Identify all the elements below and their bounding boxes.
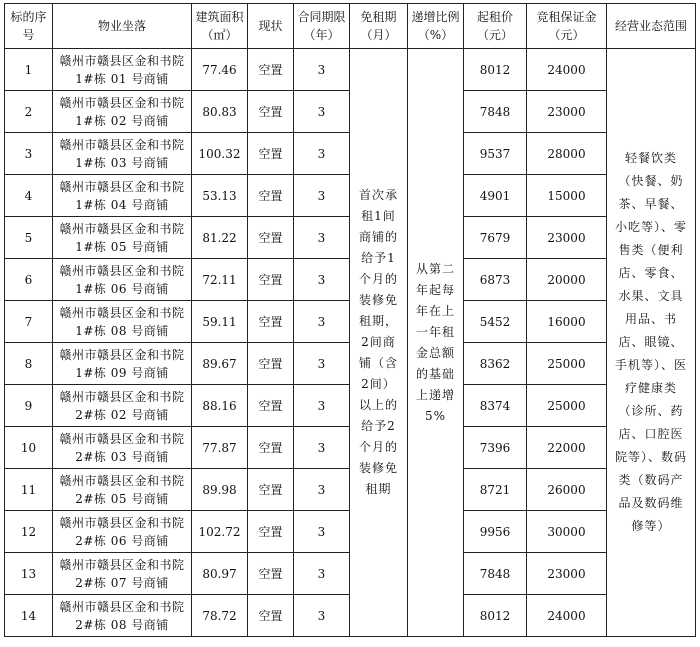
address-cell: 赣州市赣县区金和书院 1#栋 08 号商铺 — [53, 301, 192, 343]
increase-rate-cell: 从第二年起每年在上一年租金总额的基础上递增5% — [408, 49, 464, 637]
header-area: 建筑面积（㎡） — [192, 4, 248, 49]
header-lot-no: 标的序号 — [5, 4, 53, 49]
address-cell: 赣州市赣县区金和书院 2#栋 05 号商铺 — [53, 469, 192, 511]
term-cell: 3 — [294, 175, 350, 217]
address-cell: 赣州市赣县区金和书院 1#栋 09 号商铺 — [53, 343, 192, 385]
area-cell: 88.16 — [192, 385, 248, 427]
status-cell: 空置 — [248, 595, 294, 637]
free-period-cell: 首次承租1间商铺的给予1个月的装修免租期，2间商铺（含2间）以上的给予2个月的装修免租期 — [350, 49, 408, 637]
table-row — [5, 49, 696, 91]
header-deposit: 竞租保证金（元） — [527, 4, 607, 49]
status-cell: 空置 — [248, 175, 294, 217]
term-cell: 3 — [294, 553, 350, 595]
area-cell: 81.22 — [192, 217, 248, 259]
status-cell: 空置 — [248, 511, 294, 553]
area-cell: 80.97 — [192, 553, 248, 595]
start-rent-cell: 9537 — [464, 133, 527, 175]
start-rent-cell: 8362 — [464, 343, 527, 385]
area-cell: 72.11 — [192, 259, 248, 301]
status-cell: 空置 — [248, 49, 294, 91]
deposit-cell: 24000 — [527, 49, 607, 91]
start-rent-cell: 8012 — [464, 595, 527, 637]
start-rent-cell: 9956 — [464, 511, 527, 553]
deposit-cell: 23000 — [527, 553, 607, 595]
status-cell: 空置 — [248, 553, 294, 595]
area-cell: 80.83 — [192, 91, 248, 133]
header-row — [5, 4, 696, 49]
start-rent-cell: 7848 — [464, 553, 527, 595]
term-cell: 3 — [294, 49, 350, 91]
header-increase-rate: 递增比例（%） — [408, 4, 464, 49]
term-cell: 3 — [294, 469, 350, 511]
lot-no-cell: 9 — [5, 385, 53, 427]
deposit-cell: 23000 — [527, 217, 607, 259]
header-address: 物业坐落 — [53, 4, 192, 49]
address-cell: 赣州市赣县区金和书院 2#栋 07 号商铺 — [53, 553, 192, 595]
deposit-cell: 22000 — [527, 427, 607, 469]
status-cell: 空置 — [248, 343, 294, 385]
status-cell: 空置 — [248, 385, 294, 427]
term-cell: 3 — [294, 217, 350, 259]
business-scope-cell: 轻餐饮类（快餐、奶茶、早餐、小吃等）、零售类（便利店、零食、水果、文具用品、书店、眼镜、手机等）、医疗健康类（诊所、药店、口腔医院等）、数码类（数码产品及数码维修等） — [607, 49, 696, 637]
term-cell: 3 — [294, 511, 350, 553]
address-cell: 赣州市赣县区金和书院 1#栋 02 号商铺 — [53, 91, 192, 133]
area-cell: 78.72 — [192, 595, 248, 637]
address-cell: 赣州市赣县区金和书院 2#栋 03 号商铺 — [53, 427, 192, 469]
deposit-cell: 28000 — [527, 133, 607, 175]
start-rent-cell: 8374 — [464, 385, 527, 427]
lot-no-cell: 2 — [5, 91, 53, 133]
term-cell: 3 — [294, 301, 350, 343]
start-rent-cell: 4901 — [464, 175, 527, 217]
status-cell: 空置 — [248, 133, 294, 175]
status-cell: 空置 — [248, 469, 294, 511]
header-term: 合同期限（年） — [294, 4, 350, 49]
lot-no-cell: 7 — [5, 301, 53, 343]
address-cell: 赣州市赣县区金和书院 2#栋 08 号商铺 — [53, 595, 192, 637]
start-rent-cell: 5452 — [464, 301, 527, 343]
header-status: 现状 — [248, 4, 294, 49]
lease-table — [4, 3, 696, 637]
address-cell: 赣州市赣县区金和书院 1#栋 03 号商铺 — [53, 133, 192, 175]
header-free-period: 免租期（月） — [350, 4, 408, 49]
start-rent-cell: 7396 — [464, 427, 527, 469]
area-cell: 77.46 — [192, 49, 248, 91]
deposit-cell: 16000 — [527, 301, 607, 343]
address-cell: 赣州市赣县区金和书院 1#栋 06 号商铺 — [53, 259, 192, 301]
header-start-rent: 起租价（元） — [464, 4, 527, 49]
start-rent-cell: 6873 — [464, 259, 527, 301]
status-cell: 空置 — [248, 301, 294, 343]
deposit-cell: 30000 — [527, 511, 607, 553]
area-cell: 77.87 — [192, 427, 248, 469]
deposit-cell: 25000 — [527, 343, 607, 385]
start-rent-cell: 7848 — [464, 91, 527, 133]
lot-no-cell: 4 — [5, 175, 53, 217]
deposit-cell: 25000 — [527, 385, 607, 427]
lot-no-cell: 1 — [5, 49, 53, 91]
start-rent-cell: 8721 — [464, 469, 527, 511]
term-cell: 3 — [294, 91, 350, 133]
lot-no-cell: 8 — [5, 343, 53, 385]
area-cell: 89.67 — [192, 343, 248, 385]
address-cell: 赣州市赣县区金和书院 1#栋 05 号商铺 — [53, 217, 192, 259]
term-cell: 3 — [294, 343, 350, 385]
term-cell: 3 — [294, 259, 350, 301]
area-cell: 102.72 — [192, 511, 248, 553]
lot-no-cell: 6 — [5, 259, 53, 301]
area-cell: 100.32 — [192, 133, 248, 175]
term-cell: 3 — [294, 385, 350, 427]
area-cell: 53.13 — [192, 175, 248, 217]
start-rent-cell: 7679 — [464, 217, 527, 259]
header-business-scope: 经营业态范围 — [607, 4, 696, 49]
status-cell: 空置 — [248, 427, 294, 469]
area-cell: 59.11 — [192, 301, 248, 343]
deposit-cell: 23000 — [527, 91, 607, 133]
address-cell: 赣州市赣县区金和书院 1#栋 04 号商铺 — [53, 175, 192, 217]
lot-no-cell: 14 — [5, 595, 53, 637]
lot-no-cell: 5 — [5, 217, 53, 259]
term-cell: 3 — [294, 133, 350, 175]
deposit-cell: 24000 — [527, 595, 607, 637]
deposit-cell: 26000 — [527, 469, 607, 511]
lot-no-cell: 13 — [5, 553, 53, 595]
address-cell: 赣州市赣县区金和书院 1#栋 01 号商铺 — [53, 49, 192, 91]
start-rent-cell: 8012 — [464, 49, 527, 91]
lot-no-cell: 10 — [5, 427, 53, 469]
area-cell: 89.98 — [192, 469, 248, 511]
term-cell: 3 — [294, 595, 350, 637]
term-cell: 3 — [294, 427, 350, 469]
status-cell: 空置 — [248, 91, 294, 133]
status-cell: 空置 — [248, 259, 294, 301]
status-cell: 空置 — [248, 217, 294, 259]
address-cell: 赣州市赣县区金和书院 2#栋 06 号商铺 — [53, 511, 192, 553]
deposit-cell: 20000 — [527, 259, 607, 301]
deposit-cell: 15000 — [527, 175, 607, 217]
lot-no-cell: 3 — [5, 133, 53, 175]
lot-no-cell: 11 — [5, 469, 53, 511]
lot-no-cell: 12 — [5, 511, 53, 553]
address-cell: 赣州市赣县区金和书院 2#栋 02 号商铺 — [53, 385, 192, 427]
